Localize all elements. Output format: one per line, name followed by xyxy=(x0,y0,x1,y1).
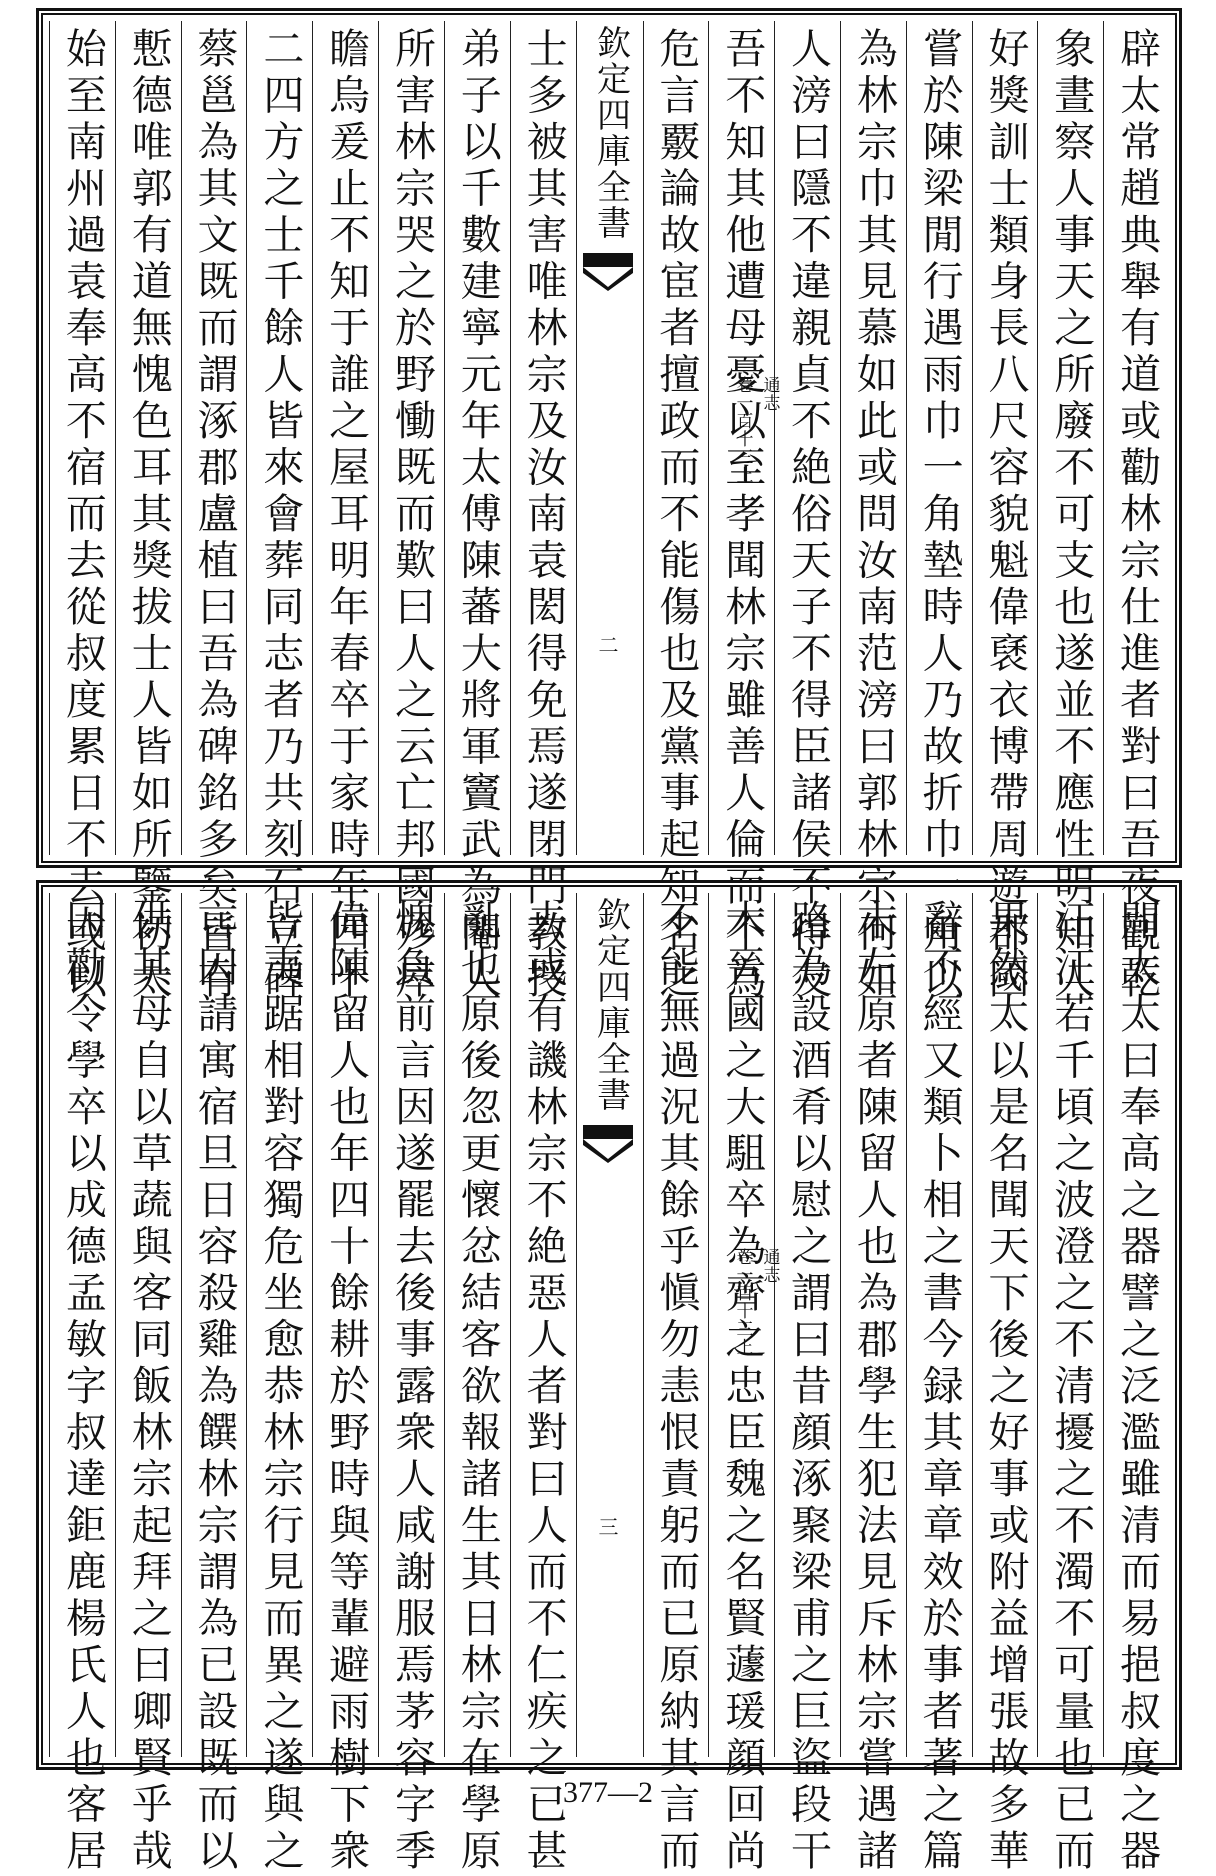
column-text: 因勸令學卒以成德孟敏字叔達鉅鹿楊氏人也客居 xyxy=(58,899,107,1876)
column-text: 路為設酒肴以慰之謂曰昔顔涿聚梁甫之巨盜段干 xyxy=(784,899,833,1876)
fish-tail-mark-icon xyxy=(583,253,633,291)
column-text: 問太太曰奉高之器譬之泛濫雖清而易挹叔度之器 xyxy=(1113,899,1162,1876)
text-column xyxy=(312,21,378,1004)
text-column xyxy=(246,21,312,1004)
column-text: 危言覈論故宦者擅政而不能傷也及黨事起知名之 xyxy=(652,27,701,1004)
text-column xyxy=(1037,21,1103,1004)
column-text: 二四方之士千餘人皆來會葬同志者乃共刻石立碑 xyxy=(256,27,305,1004)
text-column xyxy=(972,893,1038,1876)
text-column xyxy=(115,893,181,1876)
fish-tail-mark-icon xyxy=(583,1125,633,1163)
column-text: 末左原者陳留人也為郡學生犯法見斥林宗嘗遇諸 xyxy=(849,899,898,1876)
leaf-number: 三 xyxy=(598,1515,619,1539)
volume-label: 卷一百十三上 xyxy=(732,1248,753,1356)
chapter-label xyxy=(581,1248,783,1356)
column-text: 瞻烏爰止不知于誰之屋耳明年春卒于家時年四十 xyxy=(322,27,371,1004)
column-text: 所害林宗哭之於野慟既而歎曰人之云亡邦國殄瘁 xyxy=(387,27,436,1004)
text-column xyxy=(510,893,576,1876)
leaf-number: 二 xyxy=(598,633,619,657)
column-text: 吾不知其他遭母憂以至孝聞林宗雖善人倫而不為 xyxy=(718,27,767,1004)
text-column xyxy=(906,21,972,1004)
text-column xyxy=(378,893,444,1876)
column-text: 言因請寓宿旦日容殺雞為饌林宗謂為已設既而以 xyxy=(190,899,239,1876)
text-column xyxy=(115,21,181,1004)
text-column xyxy=(840,893,906,1876)
column-text: 木晉國之大駔卒為齊之忠臣魏之名賢蘧瑗顔回尚 xyxy=(718,899,767,1876)
text-column xyxy=(906,893,972,1876)
column-text: 士多被其害唯林宗及汝南袁閎得免焉遂閉門教授 xyxy=(519,27,568,1004)
column-text: 供其母自以草蔬與客同飯林宗起拜之曰卿賢乎哉 xyxy=(124,899,173,1876)
top-page-columns xyxy=(49,21,1169,1004)
top-page-frame xyxy=(36,8,1182,1004)
text-column xyxy=(49,21,115,1004)
book-title: 欽定四庫全書 xyxy=(590,897,631,1113)
column-text: 汪汪若千頃之波澄之不清擾之不濁不可量也已而 xyxy=(1047,899,1096,1876)
column-text: 蔡邕為其文既而謂涿郡盧植曰吾為碑銘多矣皆有 xyxy=(190,27,239,1004)
column-text: 慙德唯郭有道無愧色耳其獎拔士人皆如所鑒初太 xyxy=(124,27,173,1004)
text-column xyxy=(1103,21,1169,1004)
column-text: 好獎訓士類身長八尺容貌魁偉褎衣博帶周遊郡國 xyxy=(981,27,1030,1004)
column-text: 弟子以千數建寧元年太傅陳蕃大將軍竇武為閹人 xyxy=(453,27,502,1004)
page-number-footer: 377—2 xyxy=(563,1776,653,1809)
text-column xyxy=(444,21,510,1004)
column-text: 始至南州過袁奉高不宿而去從叔度累日不去或以 xyxy=(58,27,107,1004)
column-text: 為林宗巾其見慕如此或問汝南范滂曰郭林宗何如 xyxy=(849,27,898,1004)
text-column xyxy=(246,893,312,1876)
text-column xyxy=(1103,893,1169,1876)
text-column xyxy=(378,21,444,1004)
text-column xyxy=(510,21,576,1004)
column-text: 人滂曰隱不違親貞不絶俗天子不得臣諸侯不得友 xyxy=(784,27,833,1004)
volume-label: 卷一百十三上 xyxy=(732,376,753,484)
work-title: 通志 xyxy=(759,376,780,412)
column-text: 去或有譏林宗不絶惡人者對曰人而不仁疾之已甚 xyxy=(519,899,568,1876)
text-column xyxy=(181,893,247,1876)
text-column xyxy=(1037,893,1103,1876)
column-text: 辭不經又類卜相之書今録其章章效於事者著之篇 xyxy=(915,899,964,1876)
text-column xyxy=(972,21,1038,1004)
text-column xyxy=(774,893,840,1876)
chapter-label xyxy=(581,376,783,484)
column-text: 亂也原後忽更懷忿結客欲報諸生其日林宗在學原 xyxy=(453,899,502,1876)
column-text: 嘗於陳梁閒行遇雨巾一角墊時人乃故折巾一角以 xyxy=(915,27,964,1004)
book-title: 欽定四庫全書 xyxy=(590,25,631,241)
column-text: 偉陳留人也年四十餘耕於野時與等輩避雨樹下衆 xyxy=(322,899,371,1876)
column-text: 愧負前言因遂罷去後事露衆人咸謝服焉茅容字季 xyxy=(387,899,436,1876)
column-text: 皆夷踞相對容獨危坐愈恭林宗行見而異之遂與之 xyxy=(256,899,305,1876)
column-text: 象晝察人事天之所廢不可支也遂並不應性明知人 xyxy=(1047,27,1096,1004)
column-text: 辟太常趙典舉有道或勸林宗仕進者對曰吾夜觀乾 xyxy=(1113,27,1162,1004)
column-text: 不能無過況其餘乎愼勿恚恨責躬而已原納其言而 xyxy=(652,899,701,1876)
text-column xyxy=(774,21,840,1004)
text-column xyxy=(444,893,510,1876)
text-column xyxy=(840,21,906,1004)
column-text: 果然太以是名聞天下後之好事或附益增張故多華 xyxy=(981,899,1030,1876)
text-column xyxy=(312,893,378,1876)
text-column xyxy=(49,893,115,1876)
text-column xyxy=(181,21,247,1004)
work-title: 通志 xyxy=(759,1248,780,1284)
